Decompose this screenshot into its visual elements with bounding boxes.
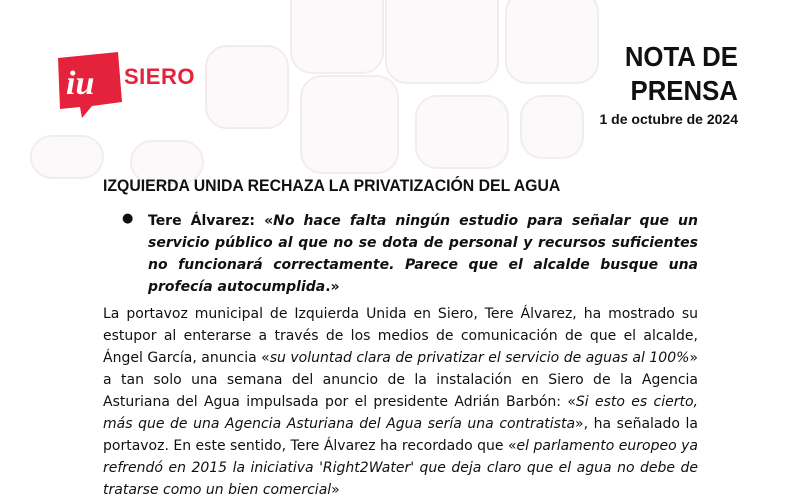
press-title-line-2: PRENSA: [630, 75, 738, 106]
quote-closing: .»: [325, 279, 340, 295]
highlight-quote: [148, 210, 698, 298]
bullet-dot-icon: ●: [122, 211, 134, 226]
body-text-segment: », ha señalado la portavoz. En este sentido, Tere Álvarez ha recordado que «: [103, 416, 698, 454]
quote-text: No hace falta ningún estudio para señalar que un servicio público al que no se dota de personal y recursos suficientes no funcionará correctamente. Parece que el alcalde busque una profecía autocumplida: [148, 213, 698, 295]
watermark-square: [520, 95, 584, 159]
svg-text:iu: iu: [66, 65, 95, 102]
body-paragraph: [103, 303, 698, 501]
logo-text: SIERO: [124, 64, 195, 89]
body-quote-segment: el parlamento europeo ya refrendó en 2015 la iniciativa 'Right2Water' que deja claro que el agua no debe de tratarse como un bien comercial: [103, 438, 698, 498]
watermark-square: [290, 0, 384, 74]
watermark-square: [385, 0, 499, 84]
watermark-square: [415, 95, 509, 169]
watermark-square: [205, 45, 289, 129]
body-quote-segment: Si esto es cierto, más que de una Agencia Asturiana del Agua sería una contratista: [103, 394, 698, 432]
quote-speaker: Tere Álvarez: «: [148, 213, 274, 229]
body-quote-segment: su voluntad clara de privatizar el servicio de aguas al 100%: [269, 350, 690, 366]
iu-logo-icon: [52, 50, 124, 120]
watermark-square: [300, 75, 399, 174]
watermark-square: [30, 135, 104, 179]
body-text-segment: » a tan solo una semana del anuncio de la instalación en Siero de la Agencia Asturiana del Agua impulsada por el presidente Adrián Barbón: «: [103, 350, 698, 410]
press-title-line-1: NOTA DE: [624, 41, 738, 72]
press-date: 1 de octubre de 2024: [599, 111, 738, 127]
body-text-segment: »: [331, 482, 340, 498]
press-title: [625, 40, 738, 108]
headline: IZQUIERDA UNIDA RECHAZA LA PRIVATIZACIÓN DEL AGUA: [103, 176, 561, 195]
body-text-segment: La portavoz municipal de Izquierda Unida en Siero, Tere Álvarez, ha mostrado su estupor al enterarse a través de los medios de comunicación de que el alcalde, Ángel García, anuncia «: [103, 306, 698, 366]
watermark-square: [505, 0, 599, 84]
